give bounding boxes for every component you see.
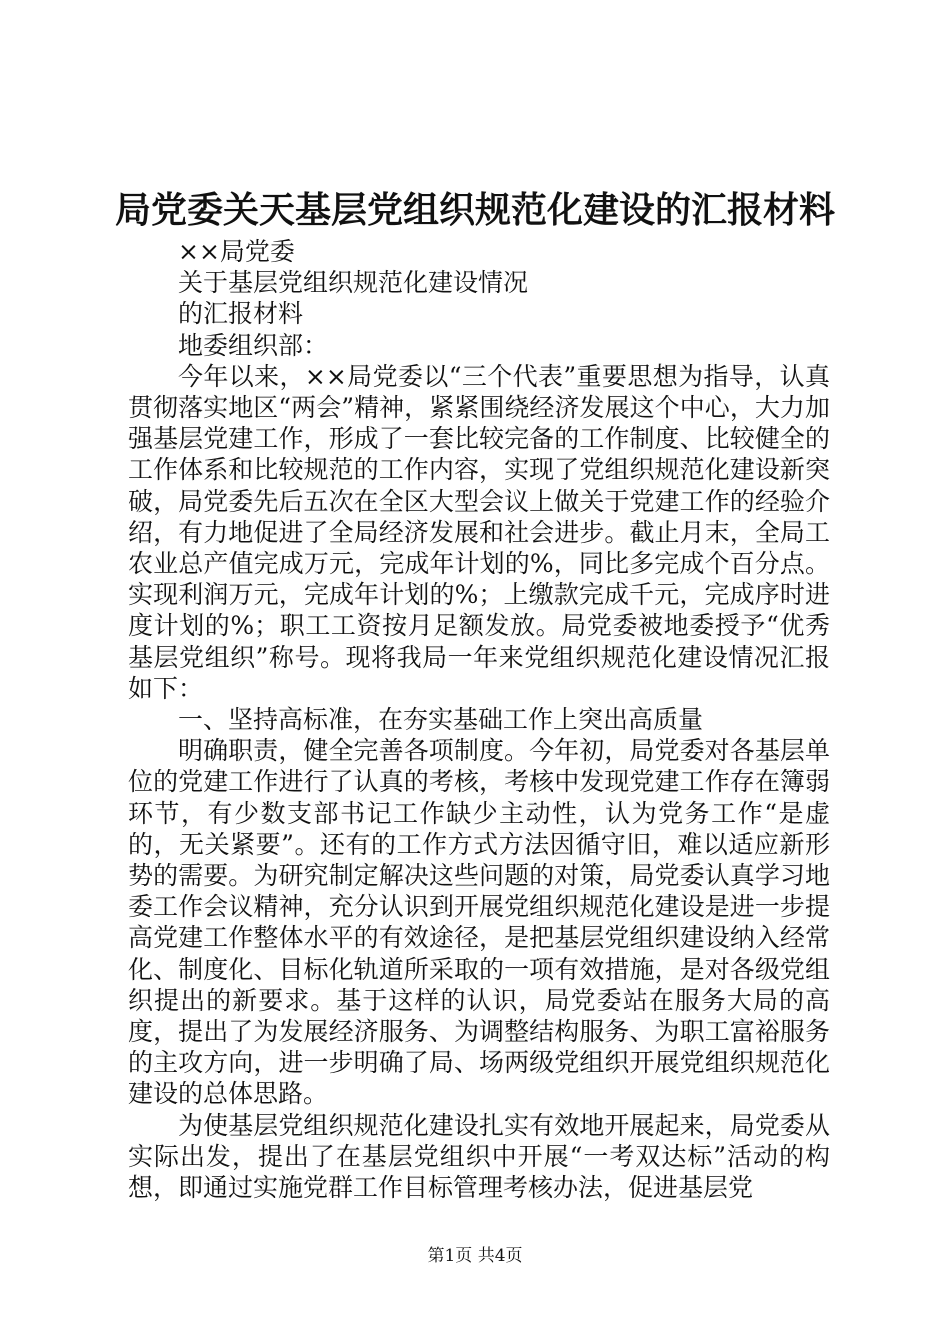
subject-line-1: 关于基层党组织规范化建设情况: [178, 268, 529, 298]
sender-line: ××局党委: [178, 237, 295, 266]
document-title: 局党委关天基层党组织规范化建设的汇报材料: [114, 189, 835, 231]
page-number: 第1页 共4页: [427, 1246, 523, 1266]
paragraph-intro: 今年以来，××局党委以“三个代表”重要思想为指导，认真贯彻落实地区“两会”精神，紧紧围绕经济发展这个中心，大力加强基层党建工作，形成了一套比较完备的工作制度、比较健全的工作体系和比较规范的工作内容，实现了党组织规范化建设新突破，局党委先后五次在全区大型会议上做关于党建工作的经验介绍，有力地促进了全局经济发展和社会进步。截止月末，全局工农业总产值完成万元，完成年计划的%，同比多完成个百分点。实现利润万元，完成年计划的%；上缴款完成千元，完成序时进度计划的%；职工工资按月足额发放。局党委被地委授予“优秀基层党组织”称号。现将我局一年来党组织规范化建设情况汇报如下：: [128, 361, 830, 703]
section-heading-1: 一、坚持高标准，在夯实基础工作上突出高质量: [178, 705, 704, 735]
paragraph-responsibilities: 明确职责，健全完善各项制度。今年初，局党委对各基层单位的党建工作进行了认真的考核，考核中发现党建工作存在簿弱环节，有少数支部书记工作缺少主动性，认为党务工作“是虚的，无关紧要”。还有的工作方式方法因循守旧，难以适应新形势的需要。为研究制定解决这些问题的对策，局党委认真学习地委工作会议精神，充分认识到开展党组织规范化建设是进一步提高党建工作整体水平的有效途径，是把基层党组织建设纳入经常化、制度化、目标化轨道所采取的一项有效措施，是对各级党组织提出的新要求。基于这样的认识，局党委站在服务大局的高度，提出了为发展经济服务、为调整结构服务、为职工富裕服务的主攻方向，进一步明确了局、场两级党组织开展党组织规范化建设的总体思路。: [128, 736, 830, 1109]
subject-line-2: 的汇报材料: [178, 299, 304, 329]
recipient-line: 地委组织部：: [178, 330, 329, 360]
document-body: [128, 236, 830, 1203]
paragraph-implementation: 为使基层党组织规范化建设扎实有效地开展起来，局党委从实际出发，提出了在基层党组织中开展“一考双达标”活动的构想，即通过实施党群工作目标管理考核办法，促进基层党: [128, 1110, 830, 1203]
